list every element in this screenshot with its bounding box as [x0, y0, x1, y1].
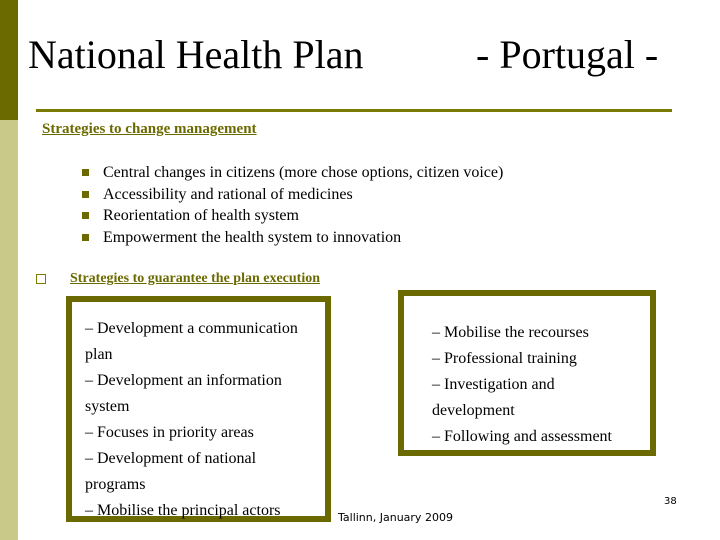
box-line: – Following and assessment — [432, 428, 612, 445]
box-line: – Development a communication — [85, 320, 298, 337]
page-number: 38 — [664, 496, 677, 507]
list-item — [82, 162, 503, 184]
list-item-text: Accessibility and rational of medicines — [103, 185, 353, 203]
square-bullet-icon — [82, 191, 89, 198]
box-line: – Mobilise the principal actors — [85, 502, 281, 519]
list-item — [82, 227, 503, 249]
box-line: – Professional training — [432, 350, 577, 367]
slide-title-country: - Portugal - — [476, 32, 659, 77]
box-line: programs — [85, 476, 146, 493]
slide-title: National Health Plan — [28, 32, 364, 77]
execution-strategies-box-right — [398, 290, 656, 456]
list-item-text: Central changes in citizens (more chose options, citizen voice) — [103, 164, 504, 181]
section-heading-plan-execution: Strategies to guarantee the plan execution — [70, 271, 321, 286]
list-item — [82, 184, 503, 206]
list-item-text: Reorientation of health system — [103, 207, 299, 225]
section-heading-change-management: Strategies to change management — [42, 121, 257, 137]
change-management-list — [82, 162, 503, 248]
box-line: – Development an information — [85, 372, 282, 389]
left-accent-bar-dark — [0, 0, 18, 120]
square-bullet-icon — [82, 169, 89, 176]
list-item — [82, 205, 503, 227]
box-line: development — [432, 402, 515, 419]
box-line: system — [85, 398, 130, 415]
box-line: plan — [85, 346, 113, 363]
box-line: – Development of national — [85, 450, 257, 467]
hollow-square-bullet-icon — [36, 274, 46, 284]
box-line: – Investigation and — [432, 376, 555, 393]
footer-date: Tallinn, January 2009 — [338, 511, 453, 524]
list-item-text: Empowerment the health system to innovation — [103, 228, 402, 246]
square-bullet-icon — [82, 234, 89, 241]
title-divider — [36, 109, 672, 112]
square-bullet-icon — [82, 212, 89, 219]
execution-strategies-box-left — [66, 296, 331, 522]
box-line: – Focuses in priority areas — [85, 424, 254, 441]
left-accent-bar-light — [0, 120, 18, 540]
box-line: – Mobilise the recourses — [432, 324, 589, 341]
